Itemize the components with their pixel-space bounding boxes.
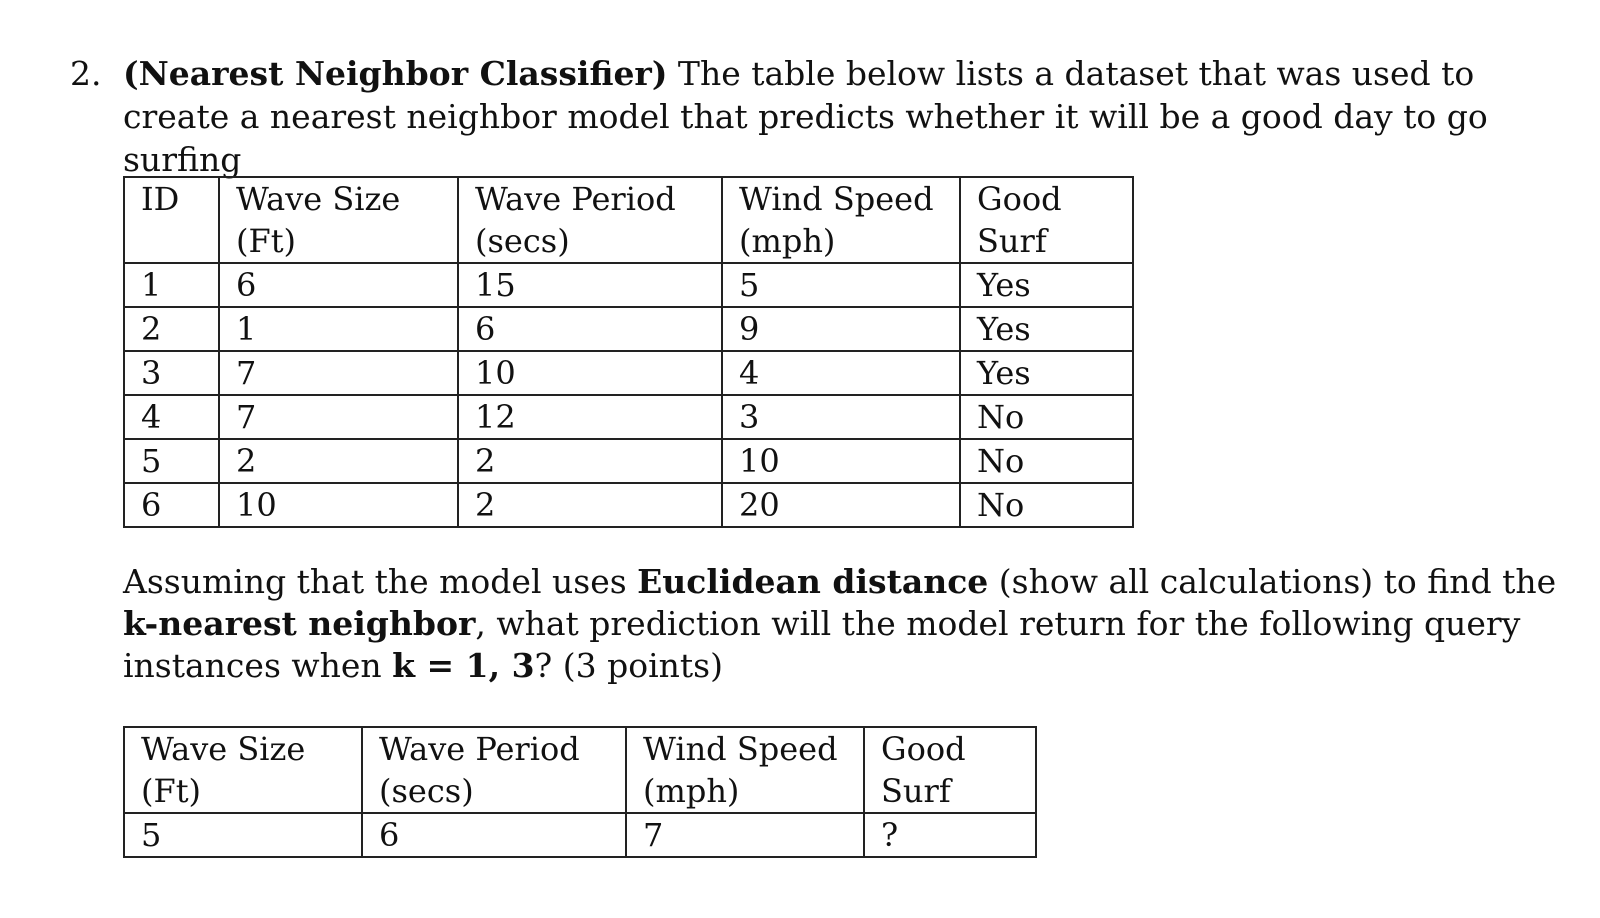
cell-wave-period: 12 [458, 395, 722, 439]
cell-id: 4 [124, 395, 219, 439]
query-header-row [124, 727, 1036, 813]
k-values: k = 1, 3 [392, 646, 535, 685]
cell-good-surf: No [960, 395, 1133, 439]
dataset-header-row [124, 177, 1133, 263]
dataset-table [123, 176, 1134, 528]
question-text [123, 52, 1570, 181]
cell-id: 2 [124, 307, 219, 351]
cell-wave-period: 2 [458, 439, 722, 483]
cell-wave-period: 10 [458, 351, 722, 395]
cell-wave-period: 2 [458, 483, 722, 527]
question-intro: The table below lists a dataset that was used to create a nearest neighbor model that predicts whether it will be a good day to go surfing [123, 54, 1488, 179]
cell-wind-speed: 20 [722, 483, 960, 527]
header-wave-period: Wave Period (secs) [458, 177, 722, 263]
table-row [124, 351, 1133, 395]
cell-good-surf: No [960, 483, 1133, 527]
question-title: (Nearest Neighbor Classifier) [123, 54, 668, 93]
table-row [124, 263, 1133, 307]
cell-good-surf: No [960, 439, 1133, 483]
query-cell-wind-speed: 7 [626, 813, 864, 857]
cell-id: 5 [124, 439, 219, 483]
header-id: ID [124, 177, 219, 263]
query-cell-wave-period: 6 [362, 813, 626, 857]
query-table [123, 726, 1037, 858]
cell-wind-speed: 5 [722, 263, 960, 307]
term-k-nearest-neighbor: k-nearest neighbor [123, 604, 476, 643]
question-number: 2. [70, 54, 102, 93]
cell-wave-period: 15 [458, 263, 722, 307]
table-row [124, 483, 1133, 527]
cell-id: 3 [124, 351, 219, 395]
query-header-wind-speed: Wind Speed (mph) [626, 727, 864, 813]
cell-id: 1 [124, 263, 219, 307]
term-euclidean-distance: Euclidean distance [637, 562, 989, 601]
cell-wind-speed: 3 [722, 395, 960, 439]
cell-wind-speed: 9 [722, 307, 960, 351]
header-wind-speed: Wind Speed (mph) [722, 177, 960, 263]
table-row [124, 395, 1133, 439]
header-good-surf: Good Surf [960, 177, 1133, 263]
header-wave-size: Wave Size (Ft) [219, 177, 458, 263]
cell-wave-size: 7 [219, 351, 458, 395]
question-header [70, 52, 1570, 181]
cell-wind-speed: 4 [722, 351, 960, 395]
cell-id: 6 [124, 483, 219, 527]
cell-wind-speed: 10 [722, 439, 960, 483]
cell-good-surf: Yes [960, 351, 1133, 395]
question-prompt: Assuming that the model uses Euclidean distance (show all calculations) to find the k-nearest neighbor, what prediction will the model return for the following query instances when k = 1, 3? (3 points) [123, 562, 1557, 685]
cell-wave-size: 7 [219, 395, 458, 439]
table-row [124, 307, 1133, 351]
query-row [124, 813, 1036, 857]
cell-wave-size: 6 [219, 263, 458, 307]
query-cell-wave-size: 5 [124, 813, 362, 857]
query-header-good-surf: Good Surf [864, 727, 1036, 813]
query-cell-good-surf: ? [864, 813, 1036, 857]
cell-wave-size: 10 [219, 483, 458, 527]
query-header-wave-period: Wave Period (secs) [362, 727, 626, 813]
cell-good-surf: Yes [960, 263, 1133, 307]
query-header-wave-size: Wave Size (Ft) [124, 727, 362, 813]
cell-wave-size: 1 [219, 307, 458, 351]
cell-wave-size: 2 [219, 439, 458, 483]
cell-wave-period: 6 [458, 307, 722, 351]
cell-good-surf: Yes [960, 307, 1133, 351]
table-row [124, 439, 1133, 483]
